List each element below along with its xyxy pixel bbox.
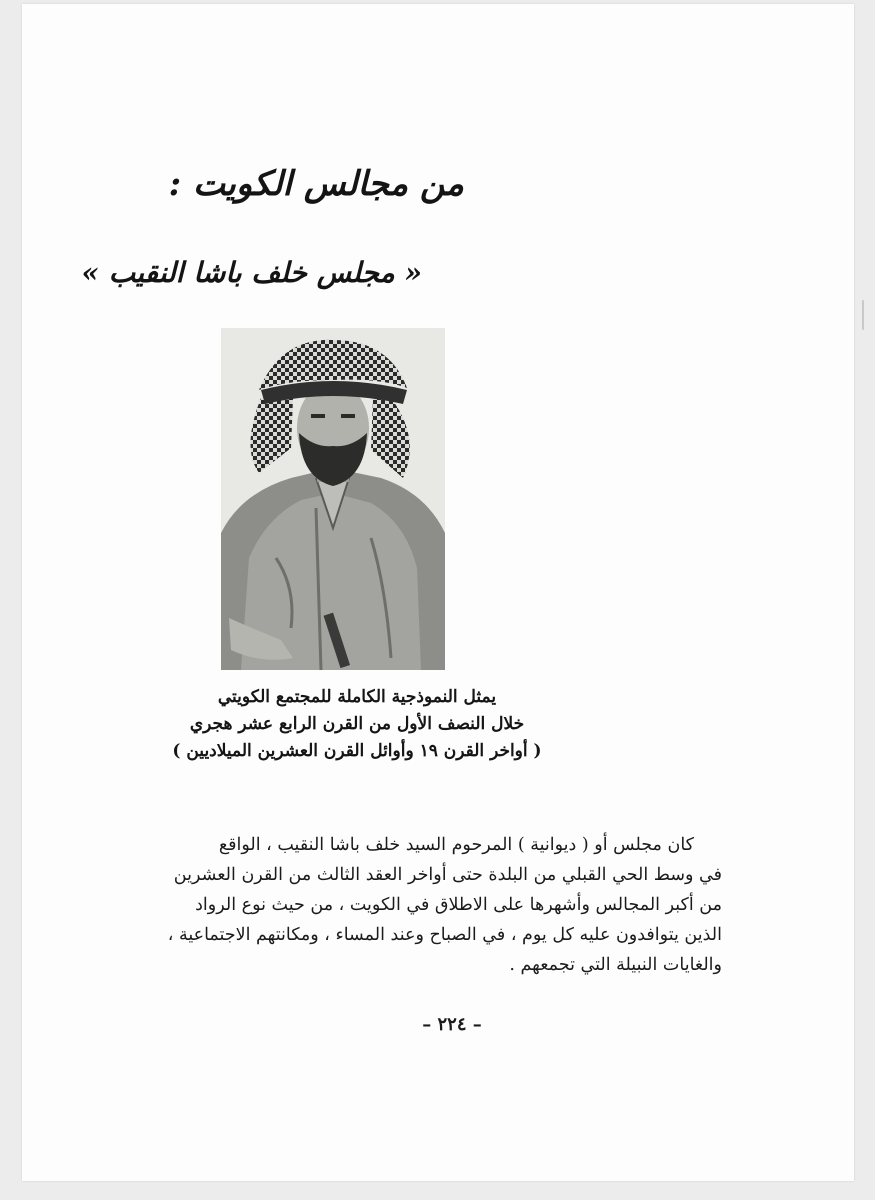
portrait-illustration (221, 328, 445, 670)
body-line: كان مجلس أو ( ديوانية ) المرحوم السيد خلف باشا النقيب ، الواقع (218, 835, 694, 855)
body-line: من أكبر المجالس وأشهرها على الاطلاق في الكويت ، من حيث نوع الرواد (195, 895, 722, 915)
body-line: الذين يتوافدون عليه كل يوم ، في الصباح وعند المساء ، ومكانتهم الاجتماعية ، (167, 925, 722, 945)
caption-line: ( أواخر القرن ١٩ وأوائل القرن العشرين الميلاديين ) (172, 741, 542, 761)
body-paragraph (162, 830, 722, 980)
section-title: من مجالس الكويت : (168, 164, 464, 204)
body-line: والغايات النبيلة التي تجمعهم . (509, 955, 722, 975)
caption-line: يمثل النموذجية الكاملة للمجتمع الكويتي (217, 687, 497, 707)
portrait-photo (221, 328, 445, 670)
document-page (22, 4, 854, 1181)
body-line: في وسط الحي القبلي من البلدة حتى أواخر العقد الثالث من القرن العشرين (173, 865, 722, 885)
scrollbar-thumb[interactable] (862, 300, 864, 330)
caption-line: خلال النصف الأول من القرن الرابع عشر هجري (189, 714, 525, 734)
page-number: – ٢٢٤ – (422, 1014, 482, 1035)
photo-caption (172, 684, 542, 765)
majlis-title: « مجلس خلف باشا النقيب » (81, 256, 422, 289)
